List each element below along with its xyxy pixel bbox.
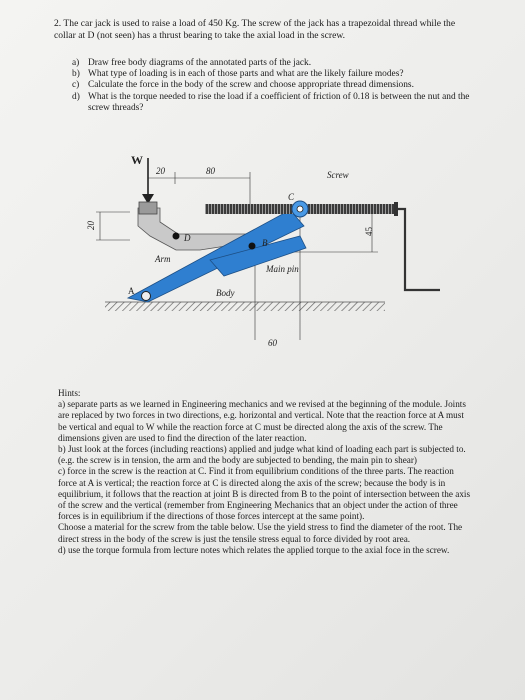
dim-45: 45 (364, 227, 374, 236)
body-label: Body (216, 288, 235, 298)
item-text: What type of loading is in each of those parts and what are the likely failure modes? (88, 69, 404, 80)
item-label: c) (72, 80, 80, 91)
hints-title: Hints: (58, 388, 81, 398)
load-label: W (131, 153, 143, 167)
screw-label: Screw (327, 170, 349, 180)
point-b-pin (249, 243, 256, 250)
hint-paragraph: c) force in the screw is the reaction at C. Find it from equilibrium conditions of the three parts. The reaction force at A is vertical; the reaction force at C is directed along the axis of the screw; because the body is in equilibrium, it follows that the reaction at joint B is directed from B to the point of intersection between the axis of the screw and the vertical (remember from Engineering Mechanics that an object under the action of three forces is in equilibrium if the directions of those forces intercept at the same point). (58, 466, 471, 522)
point-b-label: B (262, 238, 268, 248)
dim-20-top: 20 (156, 166, 165, 176)
item-label: d) (72, 91, 80, 102)
main-pin-label: Main pin (266, 264, 299, 274)
arm-label: Arm (155, 254, 171, 264)
dim-60: 60 (268, 338, 277, 348)
point-d-label: D (184, 233, 191, 243)
question-item-d (72, 92, 472, 114)
hint-paragraph: b) Just look at the forces (including reactions) applied and judge what kind of loading each part is subjected to. (e.g. the screw is in tension, the arm and the body are subjected to bending, the main pin to shear) (58, 444, 466, 466)
item-label: a) (72, 58, 80, 68)
question-items (72, 58, 472, 114)
point-d-pin (173, 233, 180, 240)
question-item-a (72, 58, 472, 69)
item-label: b) (72, 69, 80, 80)
hint-paragraph: Choose a material for the screw from the table below. Use the yield stress to find the diameter of the root. The direct stress in the body of the screw is just the tensile stress equal to force divided by root area. (58, 522, 463, 544)
item-text: Calculate the force in the body of the screw and choose appropriate thread dimensions. (88, 80, 414, 91)
crank-handle (395, 209, 440, 290)
dim-20-side: 20 (86, 221, 96, 230)
item-text: Draw free body diagrams of the annotated parts of the jack. (88, 58, 312, 68)
point-a-label: A (128, 286, 135, 296)
load-pad (139, 202, 157, 214)
hint-paragraph: a) separate parts as we learned in Engineering mechanics and we revised at the beginning of the module. Joints are replaced by two forces in two directions, e.g. horizontal and vertical. Note that the reaction force at A must be vertical and equal to W while the reaction force at C must be directed along the axis of the screw. The dimensions given are used to find the direction of the later reaction. (58, 399, 466, 443)
ground-hatch (105, 302, 385, 311)
question-intro: 2. The car jack is used to raise a load of 450 Kg. The screw of the jack has a trapezoidal thread while the collar at D (not seen) has a thrust bearing to take the axial load in the screw. (54, 18, 456, 41)
point-c-pin (297, 206, 303, 212)
dim-80: 80 (206, 166, 215, 176)
question-item-b (72, 69, 472, 80)
hints-section (58, 388, 474, 556)
question-item-c (72, 80, 472, 91)
hint-paragraph: d) use the torque formula from lecture notes which relates the applied torque to the axial foce in the screw. (58, 544, 450, 555)
point-a-pin (142, 292, 151, 301)
point-c-label: C (288, 192, 295, 202)
car-jack-diagram (0, 150, 525, 370)
item-text: What is the torque needed to rise the load if a coefficient of friction of 0.18 is between the nut and the screw threads? (88, 91, 470, 113)
